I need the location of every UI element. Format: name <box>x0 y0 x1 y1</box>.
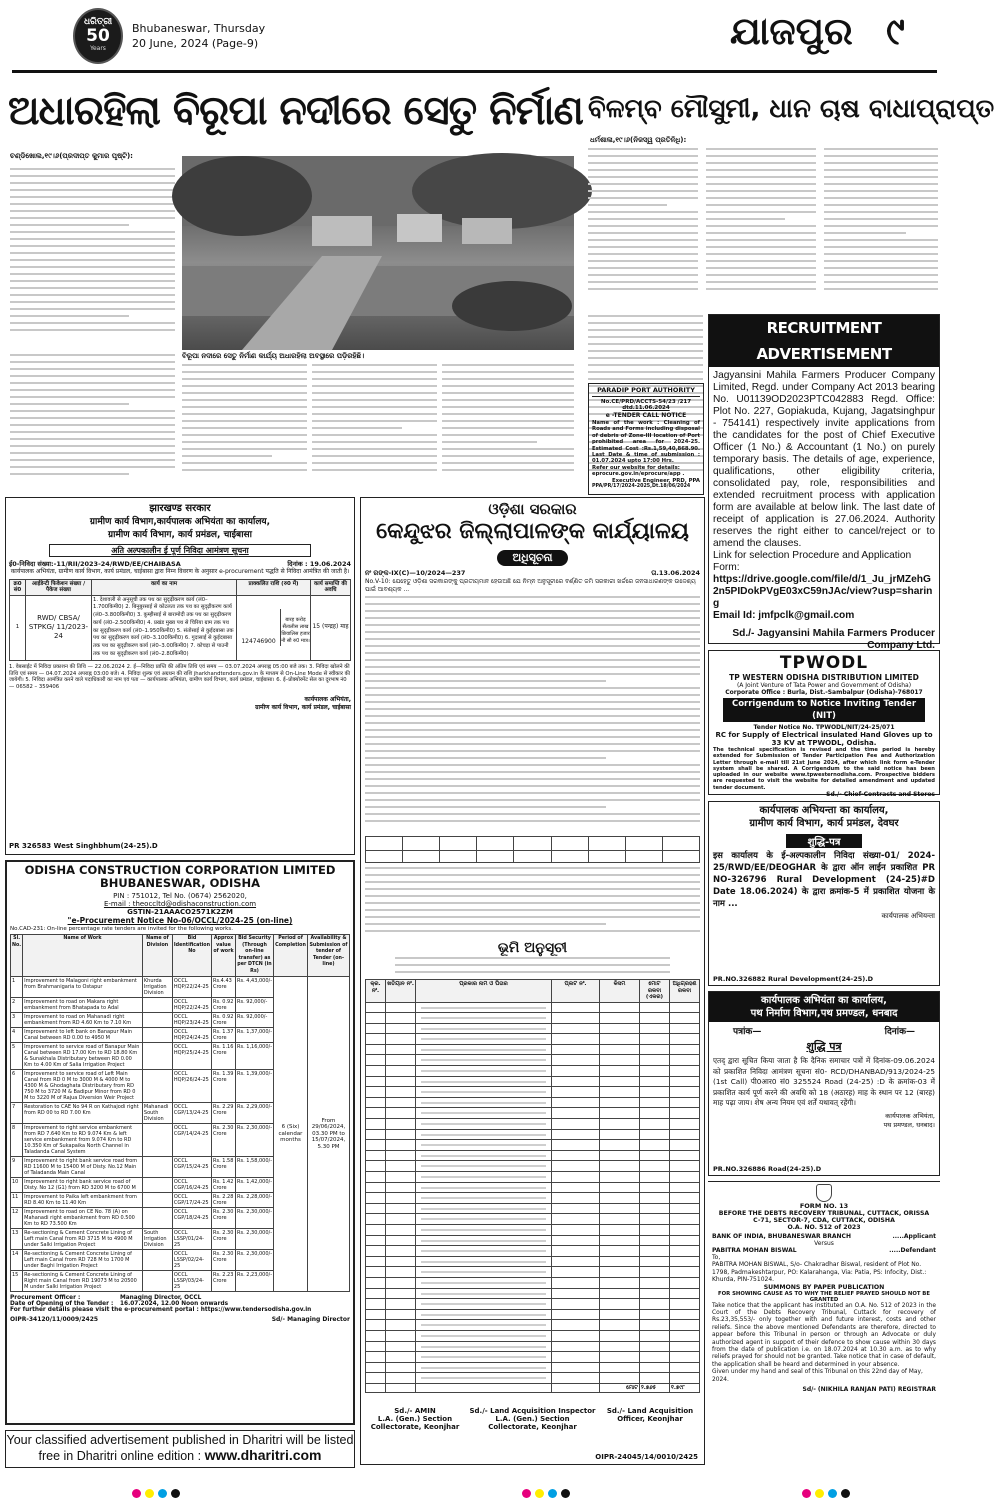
occl-officer-label: Procurement Officer : <box>10 1295 81 1301</box>
occl-portal[interactable]: For further details please visit the e-procurement portal : https://www.tendersodisha.gov.in <box>10 1307 312 1313</box>
kj-schedule-row <box>366 1267 700 1278</box>
occl-cell: Rs. 1,58,000/- <box>236 1157 274 1178</box>
occl-cell: South Irrigation Division <box>142 1229 172 1250</box>
kj-th-2: ପ୍ରକାର ନାମ ଓ ପିତାର <box>416 980 552 1003</box>
occl-cell: Rs. 2.30 Crore <box>212 1124 236 1157</box>
kj-total-row <box>366 1383 700 1393</box>
occl-cell: OCCL CGP/17/24-25 <box>172 1193 211 1208</box>
occl-cell: Re-sectioning & Cement Concrete Lining of Left main Canal from RD 3715 M to 4900 M under Salki Irrigation Project <box>23 1229 143 1250</box>
occl-cell: OCCL LSSP/02/24-25 <box>172 1250 211 1271</box>
occl-cell: Rs.4.43 Crore <box>212 977 236 998</box>
occl-cell: OCCL HQP/25/24-25 <box>172 1043 211 1070</box>
kj-schedule-row <box>366 1055 700 1066</box>
kj-sig-0-1: L.A. (Gen.) Section <box>377 1415 453 1424</box>
section-name: ଯାଜପୁର <box>730 9 853 53</box>
kj-total-1: ୨.୭୬୫ <box>640 1383 670 1393</box>
classified-banner <box>5 1430 355 1468</box>
kj-schedule-row <box>366 1320 700 1331</box>
classified-site[interactable]: www.dharitri.com <box>204 1447 322 1463</box>
jh-work: 1. देशावली से अनुसूची तक पथ का सुदृढ़ीकरण कार्य (लं0–1.700किमी0) 2. बिनुबुरसाई से कोटलता तक पथ का सुदृढ़ीकरण कार्य (लं0–3.800किमी0) 3. कुम्हीसाई से बारामोदी तक पथ का सुदृढ़ीकरण कार्य (लं0–2.500किमी0) 4. प्रखंड मुख्य पथ से चिरिया ग्राम तक पथ का सुदृढ़ीकरण कार्य (लं0–1.950किमी0) 5. संतोसाई से कुईदबासा तक पथ का सुदृढ़ीकरण कार्य (लं0–3.100किमी0) 6. गुदासाई से कुईदबासा तक पथ का सुदृढ़ीकरण कार्य (लं0–3.00किमी0) 7. कोचड़ा से पाउनी तक पथ का सुदृढ़ीकरण कार्य (लं0–2.80किमी0) <box>92 595 237 660</box>
occl-cell <box>142 998 172 1013</box>
deoghar-ad <box>708 801 940 986</box>
occl-th-4: Approx value of work <box>212 935 236 977</box>
dh-h1: कार्यपालक अभियंता का कार्यालय, <box>761 995 887 1006</box>
occl-sign: Sd/- Managing Director <box>271 1316 350 1323</box>
occl-cell: Improvement to right service embankment from RD 7.640 Km to RD 9.074 Km & left service embankment from 9.074 Km to RD 10.350 Km of Sukapaika North Channel in Taladanda Canal System <box>23 1124 143 1157</box>
jh-period: 15 (पन्द्रह) माह <box>311 595 351 660</box>
occl-cell: 7 <box>11 1103 23 1124</box>
occl-cell: OCCL HQP/23/24-25 <box>172 1013 211 1028</box>
tpwodl-sub: (A Joint Venture of Tata Power and Government of Odisha) <box>736 682 912 689</box>
kj-signatures <box>365 1407 700 1431</box>
drt-emblem <box>816 1184 832 1202</box>
dh-dinank: दिनांक— <box>884 1027 915 1037</box>
tpwodl-tender: Tender Notice No. TPWODL/NIT/24-25/071 <box>753 724 895 731</box>
kj-sig-2-0: Sd./- Land Acquisition <box>606 1407 694 1416</box>
drt-applicant-role: .....Applicant <box>892 1233 936 1240</box>
kj-sig-0-2: Collectorate, Keonjhar <box>370 1423 460 1432</box>
occl-cell: Improvement to road on CE No. 78 (A) on Mahanadi right embankment from RD 0.500 Km to RD 73.500 Km <box>23 1208 143 1229</box>
paradip-ref-date: dtd.11.06.2024 <box>622 405 670 411</box>
occl-cell: Rs. 0.92 Crore <box>212 998 236 1013</box>
kj-th-5: ମୋଟ ରକବା (ଏକର) <box>640 980 670 1003</box>
occl-cell: 2 <box>11 998 23 1013</box>
paradip-notice: e -TENDER CALL NOTICE <box>605 412 687 419</box>
date-line: Bhubaneswar, Thursday <box>132 22 266 35</box>
occl-cell: OCCL CGP/14/24-25 <box>172 1124 211 1157</box>
occl-cell: 6 <box>11 1070 23 1103</box>
occl-cell: OCCL HQP/22/24-25 <box>172 977 211 998</box>
occl-cell: OCCL CGP/13/24-25 <box>172 1103 211 1124</box>
occl-cell: 10 <box>11 1178 23 1193</box>
occl-th-7: Availability & Submission of tender of Tender (on-line) <box>308 935 350 977</box>
lead-body-bottom <box>10 350 574 480</box>
logo-text: ଧରିତ୍ରୀ <box>83 17 113 27</box>
occl-cell <box>142 1178 172 1193</box>
recruit-title: RECRUITMENT ADVERTISEMENT <box>709 315 939 367</box>
second-headline: ବିଳମ୍ବ ମୌସୁମୀ, ଧାନ ଚାଷ ବାଧାପ୍ରାପ୍ତ <box>588 94 994 124</box>
occl-cell: Improvement to Malagoni right embankment from Brahmanigaria to Ostapur <box>23 977 143 998</box>
dh-sign: कार्यपालक अभियंता, <box>885 1111 935 1120</box>
tpwodl-logo: TPWODL <box>779 653 869 673</box>
recruit-ad <box>708 314 940 651</box>
kj-schedule-row <box>366 1076 700 1087</box>
jh-cost: 124746900 <box>241 638 276 646</box>
occl-cell: Rs. 92,000/- <box>236 998 274 1013</box>
deo-sign: कार्यपालक अभियन्ता <box>881 912 935 920</box>
paradip-ref: No.CE/PRD/ACCTS-54/23 /217 <box>600 399 692 405</box>
kj-schedule-row <box>366 1097 700 1108</box>
occl-cell: OCCL CGP/16/24-25 <box>172 1178 211 1193</box>
lead-col-1 <box>10 164 175 344</box>
kj-schedule-row <box>366 1341 700 1352</box>
jh-sl: 1 <box>10 595 26 660</box>
occl-cell: Re-sectioning & Cement Concrete Lining of Left main Canal from RD 728 M to 1700 M under Baghi Irrigation Project <box>23 1250 143 1271</box>
paradip-body: Name of the work : Cleaning of Roads and Forms including disposal of debris of Zone-III location of Port prohibited area for 2024-25. Estimated Cost :Rs.1,59,40,868.90. Last Date & time of submission : 01.07.2024 upto 17:00 Hrs. <box>592 420 700 465</box>
drt-defendant-role: .....Defendant <box>889 1247 936 1254</box>
kj-bar: ଅଧିସୂଚନା <box>497 550 569 566</box>
occl-th-1: Name of Work <box>23 935 143 977</box>
jh-th-sl: क्र0 सं0 <box>10 579 26 595</box>
paradip-title: PARADIP PORT AUTHORITY <box>592 386 700 397</box>
occl-cell: 8 <box>11 1124 23 1157</box>
lead-caption: ବିରୂପା ନଦୀରେ ସେତୁ ନିର୍ମାଣ କାର୍ଯ୍ୟ ଅଧାରହିଲା ଅବସ୍ଥାରେ ପଡ଼ିରହିଛି। <box>182 352 365 360</box>
lead-photo <box>182 156 574 350</box>
occl-cell <box>142 1208 172 1229</box>
kj-schedule-row <box>366 1087 700 1098</box>
occl-th-6: Period of Completion <box>274 935 308 977</box>
kj-schedule-row <box>366 1352 700 1363</box>
drt-given: Given under my hand and seal of this Tribunal on this 22nd day of May, 2024. <box>712 1369 923 1383</box>
occl-cell: OCCL LSSP/03/24-25 <box>172 1271 211 1292</box>
drt-case: O.A. NO. 512 of 2023 <box>787 1224 861 1231</box>
occl-cell: Rs. 2.23 Crore <box>212 1271 236 1292</box>
occl-cell: Rs. 1,39,000/- <box>236 1070 274 1103</box>
occl-cell: Rs. 2,29,000/- <box>236 1103 274 1124</box>
kj-sig-1-1: L.A. (Gen.) Section <box>495 1415 570 1424</box>
kj-schedule-row <box>366 1224 700 1235</box>
occl-cell: Rs. 2,28,000/- <box>236 1193 274 1208</box>
print-color-marks <box>0 1480 945 1496</box>
occl-cell: 1 <box>11 977 23 998</box>
occl-cell: Improvement to Paika left embankment from RD 8.40 Km to 11.40 Km <box>23 1193 143 1208</box>
tpwodl-bar: Corrigendum to Notice Inviting Tender (NIT) <box>723 698 925 722</box>
occl-th-2: Name of Division <box>142 935 172 977</box>
dhanbad-ad <box>708 991 940 1176</box>
kj-code: OIPR-24045/14/0010/2425 <box>595 1453 698 1461</box>
occl-cell <box>142 1124 172 1157</box>
deo-body: इस कार्यालय के ई-अल्पकालीन निविदा संख्या-01/ 2024-25/RWD/EE/DEOGHAR के द्वारा ऑन लाईन प्रकाशित PR NO-326796 Rural Development (24-25)#D Date 18.06.2024) के द्वारा क्रमांक-5 में प्रकाशित योजना के नाम ... <box>713 851 935 909</box>
kj-th-6: ଅଧିଗ୍ରହଣ ରକବା <box>670 980 700 1003</box>
second-body <box>588 148 938 308</box>
occl-cell: Rs. 2,30,000/- <box>236 1124 274 1157</box>
drt-defendant: PABITRA MOHAN BISWAL <box>712 1247 797 1254</box>
kj-th-0: କ୍ର. ନଂ. <box>366 980 386 1003</box>
occl-opening: 16.07.2024, 12.00 Noon onwards <box>120 1301 229 1307</box>
jh-notes: 1. वेबसाईट में निविदा प्रकाशन की तिथि — 22.06.2024 2. ई—निविदा प्राप्ति की अंतिम तिथि एवं समय — 03.07.2024 अपराह्न 05:00 बजे तक। 3. निविदा खोलने की तिथि एवं समय — 04.07.2024 अपराह्न 03:00 बजे। 4. निविदा शुल्क एवं अग्रधन की राशि jharkhandtenders.gov.in के माध्यम से On-Line Mode से स्वीकार की जायेगी। 5. निविदा आमंत्रित करने वाले पदाधिकारी का नाम एवं पता — कार्यपालक अभियंता, ग्रामीण कार्य विभाग, कार्य प्रमंडल, चाईबासा। 6. ई–प्रोक्योरमेंट सेल का दूरभाष नं0 — 06582 – 359406 <box>9 663 351 691</box>
occl-cell <box>142 1157 172 1178</box>
logo-badge <box>73 8 123 64</box>
kj-schedule-row <box>366 1013 700 1024</box>
keonjhar-ad <box>360 497 705 1465</box>
occl-cell: Rs. 2,30,000/- <box>236 1208 274 1229</box>
occl-cell: Rs. 1.37 Crore <box>212 1028 236 1043</box>
kj-date: ତା.13.06.2024 <box>651 569 700 577</box>
occl-opening-label: Date of Opening of the Tender : <box>10 1301 114 1307</box>
occl-email: E-mail : theoccltd@odishaconstruction.com <box>103 900 257 908</box>
occl-cell: Rs. 1.58 Crore <box>212 1157 236 1178</box>
occl-cell <box>142 1271 172 1292</box>
occl-cell: OCCL CGP/15/24-25 <box>172 1157 211 1178</box>
occl-notice: "e-Procurement Notice No-06/OCCL/2024-25 (on-line) <box>67 916 293 925</box>
kj-schedule-row <box>366 1119 700 1130</box>
occl-cell <box>142 1043 172 1070</box>
paradip-code: PPA/PR/17/2024-2025,Dt.18/06/2024 <box>592 483 691 489</box>
kj-schedule-row <box>366 1288 700 1299</box>
tpwodl-name: TP WESTERN ODISHA DISTRIBUTION LIMITED <box>729 673 919 682</box>
kj-sched-sub <box>365 957 700 979</box>
occl-intro: No.CAD-231: On-line percentage rate tenders are invited for the following works. <box>10 926 233 932</box>
recruit-body: Jagyansini Mahila Farmers Producer Company Limited, Regd. under Company Act 2013 bearing No. U01139OD2023PTC042883 Regd. Office: Plot No. 227, Gopiakuda, Kujang, Jagatsinghpur - 754141) respectively invite applications from the candidates for the post of Chief Executive Officer (1 No.) & Accountant (1 No.) on purely temporary basis. The details of age, experience, qualifications, other eligibility criteria, consolidated pay, role, responsibilities and extended recruitment process with application form are available at below link. The last date of receipt of application is 27.06.2024. Authority reserves the right either to cancel/reject or to amend the clauses. <box>713 370 935 549</box>
occl-cell: OCCL HQP/22/24-25 <box>172 998 211 1013</box>
deo-h2: ग्रामीण कार्य विभाग, कार्य प्रमंडल, देवघर <box>749 818 899 829</box>
occl-period: 6 (Six) calendar months <box>274 977 308 1292</box>
occl-code: OIPR-34120/11/0009/2425 <box>10 1316 99 1323</box>
occl-cell <box>142 1250 172 1271</box>
jh-th-cost: प्राक्कलित राशि (रु0 में) <box>237 579 311 595</box>
paradip-portal: Refer our website for details: eprocure.gov.in/eprocure/app . <box>592 464 685 478</box>
occl-cell: Rs. 2,30,000/- <box>236 1250 274 1271</box>
occl-cell: Rs. 0.92 Crore <box>212 1013 236 1028</box>
kj-govt: ଓଡ଼ିଶା ସରକାର <box>488 500 577 518</box>
occl-cell: Re-sectioning & Cement Concrete Lining of Right main Canal from RD 19073 M to 20500 M under Salki Irrigation Project <box>23 1271 143 1292</box>
kj-schedule-row <box>366 1023 700 1034</box>
kj-schedule-row <box>366 1299 700 1310</box>
dh-sign2: पथ प्रमण्डल, धनबाद। <box>883 1120 935 1129</box>
occl-cell <box>142 1013 172 1028</box>
occl-gst: GSTIN-21AAACO2571K2ZM <box>127 908 233 916</box>
drt-to: To, <box>712 1254 721 1261</box>
occl-th-0: Sl. No. <box>11 935 23 977</box>
jh-bar: अति अल्पकालीन ई पूर्ण निविदा आमंत्रण सूचना <box>49 544 311 557</box>
jharkhand-ad <box>5 497 355 855</box>
occl-ad <box>5 860 355 1425</box>
occl-row <box>11 977 350 998</box>
recruit-link[interactable]: https://drive.google.com/file/d/1_Ju_jrMZehG2n5PIDokPVgE03xC59nJAc/view?usp=sharing <box>713 574 933 609</box>
lead-headline: ଅଧାରହିଲା ବିରୂପା ନଦୀରେ ସେତୁ ନିର୍ମାଣ <box>8 88 583 134</box>
occl-cell: Rs. 2.30 Crore <box>212 1229 236 1250</box>
occl-cell <box>142 1070 172 1103</box>
recruit-sign: Sd./- Jagyansini Mahila Farmers Producer Company Ltd. <box>732 628 935 651</box>
kj-schedule-row <box>366 1044 700 1055</box>
logo-sub: Years <box>90 45 106 52</box>
occl-th-5: Bid Security (Through on-line transfer) as per DTCN (in Rs) <box>236 935 274 977</box>
occl-cell: OCCL HQP/26/24-25 <box>172 1070 211 1103</box>
drt-form: FORM NO. 13 <box>799 1202 849 1210</box>
occl-cell: Rs. 2,30,000/- <box>236 1229 274 1250</box>
occl-cell: Restoration to CAE No 94 R on Kathajodi right from RD 00 to RD 7.00 Km <box>23 1103 143 1124</box>
paradip-ad <box>588 383 704 495</box>
logo-years: 50 <box>86 26 110 46</box>
recruit-email[interactable]: Email Id: jmfpclk@gmail.com <box>713 610 855 621</box>
tpwodl-office: Corporate Office : Burla, Dist.-Sambalpur (Odisha)-768017 <box>725 689 923 696</box>
occl-availability: From 29/06/2024, 03.30 PM to 15/07/2024, 5.30 PM <box>308 977 350 1292</box>
occl-cell: OCCL LSSP/01/24-25 <box>172 1229 211 1250</box>
kj-no: ନଂ ରଙ୍କ-IX(C)—10/2024—237 <box>365 569 466 577</box>
kj-schedule-row <box>366 1161 700 1172</box>
kj-schedule-row <box>366 1235 700 1246</box>
dh-body: एतद् द्वारा सूचित किया जाता है कि दैनिक समाचार पत्रों में दिनांक-09.06.2024 को प्रकाशित निविदा आमंत्रण सूचना सं0- RCD/DHANBAD/913/2024-25 (1st Call) पी0आर0 सं0 325524 Road (24-25) :D के क्रमांक-03 में प्रकाशित कार्य पूर्ण करने की अवधि को 18 (अठारह) माह के स्थान पर 12 (बारह) माह पढ़ा जाय। शेष अन्य नियम एवं शर्तें यथावत् रहेंगी। <box>713 1056 935 1107</box>
kj-schedule-row <box>366 1277 700 1288</box>
second-dateline: ଧର୍ମଶାଳା,୧୯।୬(ନିଜସ୍ୱ ପ୍ରତିନିଧି): <box>590 136 687 144</box>
kj-intro: No.V-10: ଯେହେତୁ ଓଡ଼ିଶା ସରକାରଙ୍କୁ ପ୍ରତୀୟମାନ ହେଉଅଛି ଯେ ନିମ୍ନ ଅନୁସୂଚୀରେ ବର୍ଣ୍ଣିତ ଜମି ସରକାରୀ ଖର୍ଚ୍ଚରେ ଜନସାଧାରଣଙ୍କ ଉଦ୍ଦେଶ୍ୟ ପାଇଁ ଆବଶ୍ୟକ ... <box>365 578 696 593</box>
occl-cell: 9 <box>11 1157 23 1178</box>
occl-cell: Rs. 1,37,000/- <box>236 1028 274 1043</box>
page-line: 20 June, 2024 (Page-9) <box>132 37 259 50</box>
jh-pr: PR 326583 West Singhbhum(24-25).D <box>9 842 158 850</box>
occl-cell: Rs. 1,42,000/- <box>236 1178 274 1193</box>
drt-applicant: BANK OF INDIA, BHUBANESWAR BRANCH <box>712 1233 851 1240</box>
jh-govt: झारखण्ड सरकार <box>149 503 211 514</box>
kj-schedule-row <box>366 1182 700 1193</box>
jh-cost-words: बारह करोड़ सैंतालीस लाख छियालिस हजार नौ सौ रु0 मात्र। <box>280 609 310 646</box>
tpwodl-body: The technical specification is revised and the time period is hereby extended for Submission of Tender Participation Fee and Authorization Letter through e-mail till 21st June 2024, after which link form e-Tender system shall be shared. A Corrigendum to the said notice has been uploaded in our website www.tpwesternodisha.com. Prospective bidders are requested to visit the website for detailed amendment and updated tender document. <box>713 747 935 791</box>
occl-th-3: Bid Identification No <box>172 935 211 977</box>
kj-th-1: ଖତିୟାନ ନଂ. <box>386 980 416 1003</box>
classified-line2: free in Dharitri online edition : <box>38 1449 202 1463</box>
lead-dateline: ଚଣ୍ଡିଖୋଲ,୧୯।୬(ପ୍ରଦୀପ୍ତ କୁମାର ପୃଷ୍ଟି): <box>10 152 133 160</box>
dh-patrank: पत्रांक— <box>733 1027 762 1037</box>
drt-sign: Sd/- (NIKHILA RANJAN PATI) REGISTRAR <box>802 1385 936 1393</box>
kj-schedule-row <box>366 1034 700 1045</box>
occl-cell: Rs. 4,43,000/- <box>236 977 274 998</box>
jh-office: ग्रामीण कार्य विभाग,कार्यपालक अभियंता का कार्यालय, <box>89 517 271 527</box>
occl-officer: Managing Director, OCCL <box>120 1295 202 1301</box>
occl-cell: Improvement to right bank service road of Disty. No 12 (G1) from RD 3200 M to 6700 M <box>23 1178 143 1193</box>
kj-body <box>365 596 700 834</box>
occl-pin: PIN : 751012, Tel No. (0674) 2562020, <box>113 892 247 900</box>
kj-sig-1-0: Sd./- Land Acquisition Inspector <box>469 1407 596 1416</box>
drt-summons-sub: FOR SHOWING CAUSE AS TO WHY THE RELIEF PRAYED SHOULD NOT BE GRANTED <box>718 1290 930 1303</box>
deo-pr: PR.NO.326882 Rural Development(24-25).D <box>713 975 874 983</box>
occl-cell: Mahanadi South Division <box>142 1103 172 1124</box>
occl-cell: OCCL CGP/18/24-25 <box>172 1208 211 1229</box>
occl-cell: 3 <box>11 1013 23 1028</box>
kj-schedule-row <box>366 1362 700 1373</box>
occl-cell: Improvement to service road of Banapur Main Canal between RD 17.00 Km to RD 18.80 Km & Sunakhala Distributary between RD 0.00 Km to 4.00 Km of Salia Irrigation Project <box>23 1043 143 1070</box>
paradip-sign: Executive Engineer, PRD, PPA <box>611 477 700 484</box>
kj-total-label: ମୋଟ <box>600 1383 640 1393</box>
kj-sig-1-2: Collectorate, Keonjhar <box>488 1423 577 1432</box>
jh-row <box>10 595 351 660</box>
kj-sig-2-1: Officer, Keonjhar <box>617 1415 683 1424</box>
occl-cell: 12 <box>11 1208 23 1229</box>
jh-th-id: आईडेन्टी फिकेशन संख्या / पैकेज संख्या <box>26 579 92 595</box>
occl-cell: Rs. 2.30 Crore <box>212 1250 236 1271</box>
jh-th-period: कार्य समाप्ति की अवधि <box>311 579 351 595</box>
kj-schedule-row <box>366 1246 700 1257</box>
drt-versus: Versus <box>814 1240 834 1247</box>
occl-cell: Rs. 1.16 Crore <box>212 1043 236 1070</box>
occl-cell: Improvement to service road of Left Main Canal from RD 0 M to 3000 M & 4000 M to 4300 M & Ghodaghata Distributary from RD 750 M to 3720 M & Badipur Minor from RD 0 M to 3220 M of Rajua Diversion Weir Project <box>23 1070 143 1103</box>
kj-title: କେନ୍ଦୁଝର ଜିଲ୍ଲାପାଳଙ୍କ କାର୍ଯ୍ୟାଳୟ <box>376 519 689 544</box>
kj-schedule-row <box>366 1203 700 1214</box>
occl-cell: 14 <box>11 1250 23 1271</box>
drt-addressee: PABITRA MOHAN BISWAL, S/o- Chakradhar Biswal, resident of Plot No. 1798, Padmakeshtarpur, PO: Kalarahanga, Via: Patia, PS: Infocity, Dist.: Khurda, PIN-751024. <box>712 1261 927 1283</box>
kj-sig-0-0: Sd./- AMIN <box>394 1407 436 1416</box>
jh-nivida: ई0-निविदा संख्या:-11/RII/2023-24/RWD/EE/CHAIBASA <box>9 560 181 568</box>
occl-city: BHUBANESWAR, ODISHA <box>99 876 261 890</box>
occl-cell: OCCL HQP/24/24-25 <box>172 1028 211 1043</box>
masthead-rule <box>12 70 937 73</box>
masthead <box>0 0 945 80</box>
dh-bar: शुद्धि पत्र <box>806 1040 842 1053</box>
deo-h1: कार्यपालक अभियन्ता का कार्यालय, <box>759 805 889 816</box>
dh-pr: PR.NO.326886 Road(24-25).D <box>713 1165 822 1173</box>
drt-ad <box>708 1181 940 1473</box>
kj-schedule-row <box>366 1214 700 1225</box>
kj-schedule-row <box>366 1108 700 1119</box>
occl-cell: Improvement to right bank service road from RD 11600 M to 15400 M of Disty. No.12 Main of Taladanda Main Canal <box>23 1157 143 1178</box>
occl-cell: Rs. 1.42 Crore <box>212 1178 236 1193</box>
occl-cell <box>142 1028 172 1043</box>
kj-th-4: କିସମ <box>600 980 640 1003</box>
occl-cell: 4 <box>11 1028 23 1043</box>
occl-cell: Rs. 2.29 Crore <box>212 1103 236 1124</box>
kj-schedule-row <box>366 1309 700 1320</box>
occl-cell: Improvement to road on Mahanadi right embankment from RD 4.60 Km to 7.10 Km <box>23 1013 143 1028</box>
jh-table <box>9 579 351 661</box>
occl-cell: Rs. 1,16,000/- <box>236 1043 274 1070</box>
drt-body: Take notice that the applicant has instituted an O.A. No. 512 of 2023 in the Court of the Debts Recovery Tribunal, Cuttack for recovery of Rs.23,35,553/- only together with and future interest, costs and other reliefs. Since the above mentioned Defendants are therefore, directed to appear before this Tribunal in person or through an Advocate or duly authorized agent in support of their defence to show cause within 30 days from the date of publication i.e. on 18.07.2024 at 10.30 a.m. as to why reliefs prayed for should not be granted. Take notice that in case of default, the application shall be heard and determined in your absence. <box>712 1302 936 1368</box>
occl-cell: 11 <box>11 1193 23 1208</box>
occl-cell: Rs. 2,23,000/- <box>236 1271 274 1292</box>
drt-title: BEFORE THE DEBTS RECOVERY TRIBUNAL, CUTTACK, ORISSA <box>718 1210 930 1217</box>
occl-name: ODISHA CONSTRUCTION CORPORATION LIMITED <box>24 863 336 877</box>
occl-cell: 5 <box>11 1043 23 1070</box>
kj-schedule-row <box>366 1140 700 1151</box>
kj-schedule-row <box>366 1193 700 1204</box>
kj-schedule-row <box>366 1256 700 1267</box>
occl-cell: Improvement to road on Makara right embankment from Bhatapada to Adal <box>23 998 143 1013</box>
kj-schedule-row <box>366 1150 700 1161</box>
kj-schedule-row <box>366 1129 700 1140</box>
jh-sign2: ग्रामीण कार्य विभाग, कार्य प्रमंडल, चाईबासा <box>255 704 351 712</box>
page-number: ୯ <box>886 9 905 53</box>
kj-schedule <box>365 979 700 1393</box>
deo-bar: शुद्धि-पत्र <box>786 834 863 848</box>
occl-cell: Rs. 2.30 Crore <box>212 1208 236 1229</box>
dh-h2: पथ निर्माण विभाग,पथ प्रमण्डल, धनबाद <box>750 1008 898 1019</box>
photo-illustration <box>182 156 574 350</box>
kj-schedule-row <box>366 1172 700 1183</box>
kj-th-3: ପ୍ଲଟ ନଂ. <box>552 980 600 1003</box>
kj-sched-title: ଭୂମି ଅନୁସୂଚୀ <box>497 940 568 956</box>
jh-sign: कार्यपालक अभियंता, <box>304 696 351 704</box>
drt-summons: SUMMONS BY PAPER PUBLICATION <box>763 1283 885 1291</box>
occl-table <box>10 934 350 1292</box>
classified-line1: Your classified advertisement published in Dharitri will be listed <box>6 1433 354 1447</box>
jh-th-work: कार्य का नाम <box>92 579 237 595</box>
occl-cell: 15 <box>11 1271 23 1292</box>
kj-schedule-row <box>366 1330 700 1341</box>
drt-addr: C-71, SECTOR-7, CDA, CUTTACK, ODISHA <box>753 1217 895 1224</box>
jh-intro: कार्यपालक अभियंता, ग्रामीण कार्य विभाग, कार्य प्रमंडल, चाईबासा द्वारा निम्न विवरण के अनुसार e-procurement पद्धति से निविदा आमंत्रित की जाती है। <box>10 568 350 575</box>
kj-body-2 <box>365 867 700 939</box>
occl-cell: Rs. 92,000/- <box>236 1013 274 1028</box>
occl-cell <box>142 1193 172 1208</box>
tpwodl-rc: RC for Supply of Electrical insulated Hand Gloves up to 33 KV at TPWODL, Odisha. <box>715 731 933 747</box>
kj-schedule-row <box>366 1373 700 1384</box>
tpwodl-sign: Sd./- Chief-Contracts and Stores <box>826 791 935 799</box>
occl-cell: Khurda Irrigation Division <box>142 977 172 998</box>
kj-total-2: ୧.୭୯୮ <box>670 1383 700 1393</box>
occl-cell: Rs. 2.28 Crore <box>212 1193 236 1208</box>
recruit-link-label: Link for selection Procedure and Application Form: <box>713 550 912 573</box>
occl-cell: Rs. 1.39 Crore <box>212 1070 236 1103</box>
jh-id: RWD/ CBSA/ STPKG/ 11/2023-24 <box>26 595 92 660</box>
jh-division: ग्रामीण कार्य विभाग, कार्य प्रमंडल, चाईबासा <box>108 530 252 540</box>
occl-cell: Improvement to left bank on Banapur Main Canal between RD 0.00 to 4950 M <box>23 1028 143 1043</box>
kj-schedule-row <box>366 1002 700 1013</box>
kj-schedule-row <box>366 1066 700 1077</box>
tpwodl-ad <box>708 650 940 799</box>
kj-summary-table <box>365 836 700 863</box>
occl-cell: 13 <box>11 1229 23 1250</box>
jh-date: दिनांक : 19.06.2024 <box>287 560 351 568</box>
